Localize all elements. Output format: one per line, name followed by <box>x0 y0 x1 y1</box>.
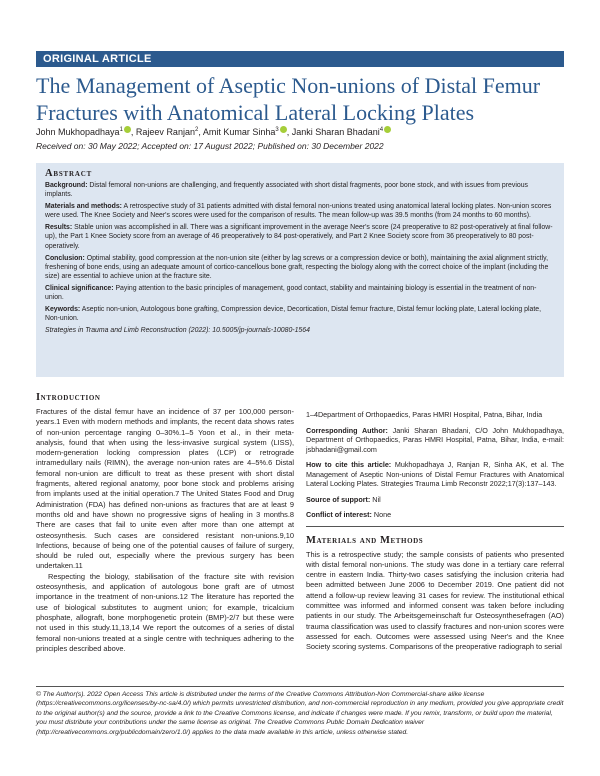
right-column <box>306 410 564 652</box>
abstract-background <box>45 181 555 199</box>
conflict-of-interest-label: Conflict of interest: <box>306 510 372 519</box>
source-of-support <box>306 495 564 505</box>
section-divider <box>306 526 564 527</box>
methods-paragraph: This is a retrospective study; the sample consists of patients who presented with distal femoral non-unions. The study was done in a tertiary care referral centre in eastern India. Thirty-two cases satisfying the inclusion criteria had been admitted between June 2006 to December 2019. One patient did not attend a follow-up review leaving 31 cases for review. The institutional ethical committee was informed and informed consent was taken before including patients in our study. The Arbeitsgemeinschaft fur Osteosynthesefragen (AO) trauma classification was used to classify fractures and non-union scores were assessed for each. Outcomes were assessed using Neer's and the Knee Society scoring systems. Comparisons of the preoperative radiograph to serial <box>306 549 564 652</box>
journal-citation: Strategies in Trauma and Limb Reconstruction (2022): 10.5005/jp-journals-10080-1564 <box>45 327 310 335</box>
abstract-methods <box>45 202 555 220</box>
introduction-heading: Introduction <box>36 392 101 403</box>
source-of-support-label: Source of support: <box>306 494 371 504</box>
left-column <box>36 392 294 654</box>
abstract-text: Aseptic non-union, Autologous bone grafting, Compression device, Decortication, Distal femur fracture, Distal femur locking plate, Lateral locking plate, Non-union. <box>45 306 541 323</box>
abstract-label: Background: <box>45 182 88 189</box>
author-name: John Mukhopadhaya <box>36 127 120 137</box>
abstract-label: Conclusion: <box>45 254 85 262</box>
conflict-of-interest <box>306 510 564 520</box>
introduction-paragraph: Respecting the biology, stabilisation of the fracture site with revision osteosynthesis, and application of autologous bone graft are of utmost importance in the treatment of non-unions.12 The literature has reported the use of biological substitutes to augment union; for example, tricalcium phosphate, allograft, bone morphogenetic protein (BMP)-2/7 but these were not used in this study.11,13,14 We report the outcomes of a series of distal femoral non-unions treated at a single centre with techniques adhering to the principles described above. <box>36 571 294 653</box>
article-type-banner: ORIGINAL ARTICLE <box>36 51 564 67</box>
corresponding-author <box>306 426 564 455</box>
abstract-conclusion <box>45 254 555 281</box>
abstract-label: Clinical significance: <box>45 284 114 292</box>
abstract-clinical-significance <box>45 284 555 302</box>
abstract-text: A retrospective study of 31 patients admitted with distal femoral non-unions treated using anatomical lateral locking plates. Non-union scores were used. The Knee Society and Neer's scores were used for the comparison of results. The mean follow-up was 39.5 months (from 24 months to 60 months). <box>45 203 552 220</box>
author-affiliation-mark: 2 <box>194 127 199 133</box>
conflict-of-interest-value: None <box>371 510 392 519</box>
abstract-heading: Abstract <box>45 168 93 179</box>
corresponding-author-label: Corresponding Author: <box>306 425 388 435</box>
methods-heading: Materials and Methods <box>306 534 424 546</box>
orcid-icon[interactable] <box>384 126 391 133</box>
orcid-icon[interactable] <box>124 126 131 133</box>
author-affiliation-mark: 4 <box>379 127 384 133</box>
author-affiliation-mark: 1 <box>119 127 123 133</box>
abstract-text: Optimal stability, good compression at the non-union site (either by lag screws or a compression device or both), maintaining the axial alignment strictly, freshening of bone ends, using an adequate amount of cortico-cancellous bone graft, respecting the biology along with the correct choice of the implant (including the size) are essential to achieve union at the fracture site. <box>45 254 549 280</box>
how-to-cite-text: Mukhopadhaya J, Ranjan R, Sinha AK, et al. The Management of Aseptic Non-unions of Distal Femur Fractures with Anatomical Lateral Locking Plates. Strategies Trauma Limb Reconstr 2022;17(3):137–143. <box>306 460 564 488</box>
abstract-label: Materials and methods: <box>45 203 122 211</box>
how-to-cite <box>306 460 564 489</box>
abstract-text: Paying attention to the basic principles of management, good contact, stability and maintaining biology is essential in the treatment of non-union. <box>45 284 537 302</box>
author-list: John Mukhopadhaya$^1$ , Rajeev Ranjan$^2$, Amit Kumar Sinha$^3$ , Janki Sharan Bhadani$^4$ <box>36 124 564 138</box>
abstract-keywords <box>45 305 555 323</box>
author-name: Rajeev Ranjan <box>135 127 195 137</box>
publication-dates: Received on: 30 May 2022; Accepted on: 17 August 2022; Published on: 30 December 2022 <box>36 141 384 151</box>
article-title: The Management of Aseptic Non-unions of Distal Femur Fractures with Anatomical Lateral Locking Plates <box>36 73 541 125</box>
corresponding-author-details: Janki Sharan Bhadani, C/O John Mukhopadhaya, Department of Orthopaedics, Paras HMRI Hospital, Patna, Bihar, India, e-mail: jsbhadani@gmail.com <box>306 425 565 454</box>
author-name: Amit Kumar Sinha <box>202 127 276 137</box>
abstract-label: Results: <box>45 224 73 232</box>
author-affiliation-mark: 3 <box>275 127 279 133</box>
introduction-paragraph: Fractures of the distal femur have an incidence of 37 per 100,000 person-years.1 Even with modern methods and implants, the recent data shows rates of non-union percentage ranging 0–30%.1–5 Yoon et al., in their meta-analysis, found that when using the less-invasive surgical system (LISS), modern-generation locking compression plates (LCP) or retrograde intramedullary nails (RIMN), the average non-union rates are 4–5%.6 Distal femoral non-union are difficult to treat as these present with short distal fragments, altered regional anatomy, poor bone stock and problems arising from implants used at the initial operation.7 The United States Food and Drug Administration (FDA) has defined non-unions as fractures that are at least 9 months old and have shown no progressive signs of healing in 3 months.8 There are cases that fail to unite even after more than one attempt at osteosynthesis. Such cases are considered resistant non-unions.9,10 Infections, because of being one of the potential causes of failure of surgery, should be ruled out, especially where the previous surgery has been undertaken.11 <box>36 407 294 571</box>
affiliation-department: 1–4Department of Orthopaedics, Paras HMRI Hospital, Patna, Bihar, India <box>306 410 543 419</box>
abstract-text: Distal femoral non-unions are challenging, and frequently associated with short distal fragments, poor bone stock, and with issues from previous implants. <box>45 182 528 199</box>
abstract-label: Keywords: <box>45 306 81 314</box>
abstract-panel <box>36 163 564 377</box>
source-of-support-value: Nil <box>370 494 381 504</box>
orcid-icon[interactable] <box>280 126 287 133</box>
how-to-cite-label: How to cite this article: <box>306 460 392 469</box>
license-footer: © The Author(s). 2022 Open Access This article is distributed under the terms of the Creative Commons Attribution-Non Commercial-share alike license (https://creativecommons.org/licenses/by-nc-sa/4.0/) which permits unrestricted distribution, and non-commercial reproduction in any medium, provided you give appropriate credit to the original author(s) and the source, provide a link to the Creative Commons license, and indicate if changes were made. If you remix, transform, or build upon the material, you must distribute your contributions under the same license as original. The Creative Commons Public Domain Dedication waiver (http://creativecommons.org/publicdomain/zero/1.0/) applies to the data made available in this article, unless otherwise stated. <box>36 691 564 736</box>
abstract-results <box>45 223 555 250</box>
author-name: Janki Sharan Bhadani <box>291 127 380 137</box>
footer-divider <box>36 686 564 687</box>
abstract-text: Stable union was accomplished in all. There was a significant improvement in the average Neer's score (24 preoperative to 82 post-operatively at final follow-up), the Part 1 Knee Society score from an average of 46 preoperatively to 84 post-operatively, and Part 2 Knee Society score from 36 preoperatively to 80 post-operatively. <box>45 224 553 250</box>
